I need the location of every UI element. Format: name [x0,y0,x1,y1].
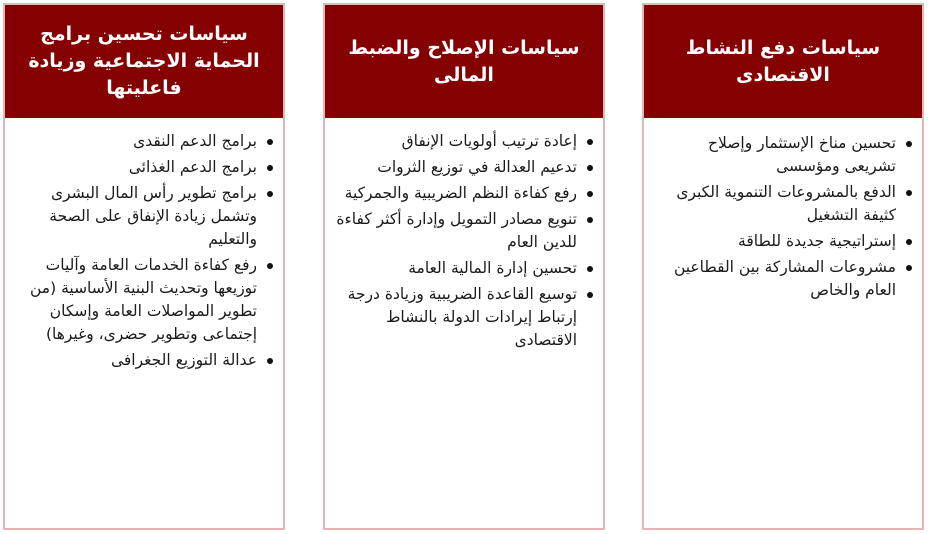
column-title: سياسات الإصلاح والضبط المالى [348,36,580,86]
bullet-list [644,118,922,305]
list-item: رفع كفاءة النظم الضريبية والجمركية [325,182,603,205]
list-item: تحسين مناخ الإستثمار وإصلاح تشريعى ومؤسسى [644,132,922,178]
list-item: إستراتيجية جديدة للطاقة [644,230,922,253]
list-item: الدفع بالمشروعات التنموية الكبرى كثيفة التشغيل [644,181,922,227]
list-item: برامج الدعم الغذائى [5,156,283,179]
list-item: توسيع القاعدة الضريبية وزيادة درجة إرتباط إيرادات الدولة بالنشاط الاقتصادى [325,283,603,352]
column-header [5,5,283,118]
list-item: تنويع مصادر التمويل وإدارة أكثر كفاءة للدين العام [325,208,603,254]
list-item: عدالة التوزيع الجغرافى [5,349,283,372]
column-title: سياسات دفع النشاط الاقتصادى [685,36,881,86]
column-economic-activity [642,3,924,530]
bullet-list [5,118,283,375]
list-item: برامج تطوير رأس المال البشرى وتشمل زيادة الإنفاق على الصحة والتعليم [5,182,283,251]
column-header [644,5,922,118]
column-fiscal-reform [323,3,605,530]
bullet-list [325,118,603,355]
column-header [325,5,603,118]
column-title: سياسات تحسين برامج الحماية الاجتماعية وزيادة فاعليتها [28,23,260,99]
list-item: تحسين إدارة المالية العامة [325,257,603,280]
column-social-protection [3,3,285,530]
list-item: رفع كفاءة الخدمات العامة وآليات توزيعها وتحديث البنية الأساسية (من تطوير المواصلات العامة وإسكان إجتماعى وتطوير حضرى، وغيرها) [5,254,283,346]
list-item: تدعيم العدالة في توزيع الثروات [325,156,603,179]
list-item: إعادة ترتيب أولويات الإنفاق [325,130,603,153]
list-item: مشروعات المشاركة بين القطاعين العام والخاص [644,256,922,302]
list-item: برامج الدعم النقدى [5,130,283,153]
